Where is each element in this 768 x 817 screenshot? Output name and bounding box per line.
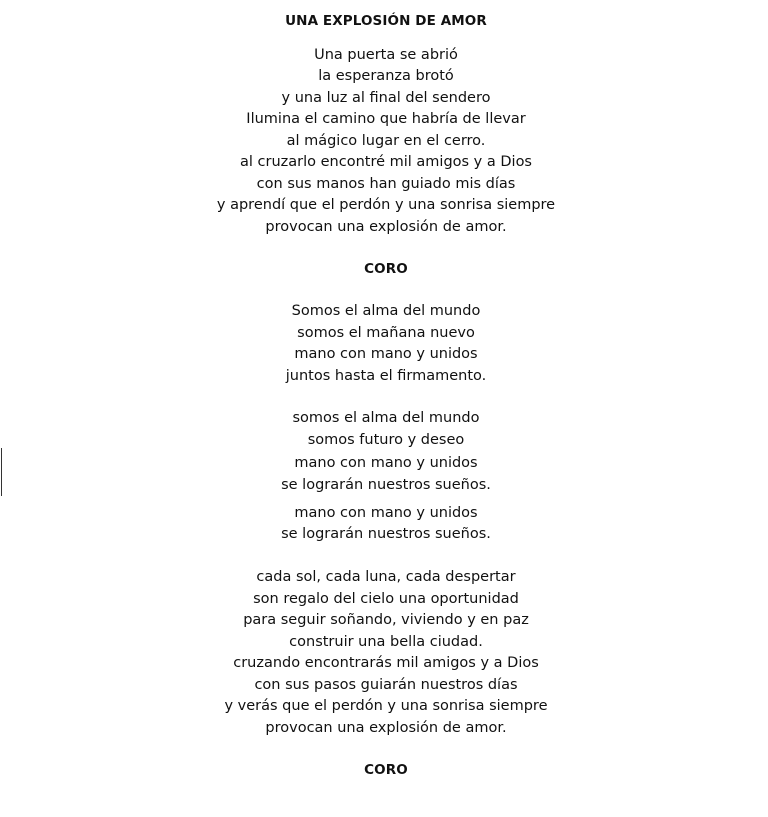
verse2-line: cada sol, cada luna, cada despertar [256,569,516,585]
coro-line: mano con mano y unidos [294,505,478,521]
verse2-line: son regalo del cielo una oportunidad [253,591,519,607]
verse1-line: la esperanza brotó [318,68,454,84]
coro-line: se lograrán nuestros sueños. [281,477,491,493]
verse1-line: al mágico lugar en el cerro. [286,133,486,149]
coro-line: Somos el alma del mundo [291,303,481,319]
coro-label: CORO [364,261,408,277]
coro-line: somos el alma del mundo [292,410,480,426]
verse2-line: construir una bella ciudad. [289,634,483,650]
verse1-line: con sus manos han guiado mis días [256,176,516,192]
coro-line: somos futuro y deseo [307,432,465,448]
verse2-line: provocan una explosión de amor. [265,720,507,736]
verse2-line: con sus pasos guiarán nuestros días [254,677,518,693]
verse2-line: cruzando encontrarás mil amigos y a Dios [233,655,539,671]
verse2-line: para seguir soñando, viviendo y en paz [243,612,529,628]
verse1-line: y aprendí que el perdón y una sonrisa siempre [216,197,556,213]
verse1-line: provocan una explosión de amor. [265,219,507,235]
verse2-line: y verás que el perdón y una sonrisa siempre [224,698,548,714]
verse1-line: Ilumina el camino que habría de llevar [246,111,526,127]
song-title: UNA EXPLOSIÓN DE AMOR [285,13,487,29]
coro-line: juntos hasta el firmamento. [285,368,487,384]
verse1-line: Una puerta se abrió [314,47,458,63]
coro-line: mano con mano y unidos [294,346,478,362]
coro-line: mano con mano y unidos [294,455,478,471]
verse1-line: al cruzarlo encontré mil amigos y a Dios [240,154,532,170]
text-cursor [1,448,2,496]
coro-line: somos el mañana nuevo [297,325,475,341]
coro-label: CORO [364,762,408,778]
coro-line: se lograrán nuestros sueños. [281,526,491,542]
verse1-line: y una luz al final del sendero [281,90,491,106]
